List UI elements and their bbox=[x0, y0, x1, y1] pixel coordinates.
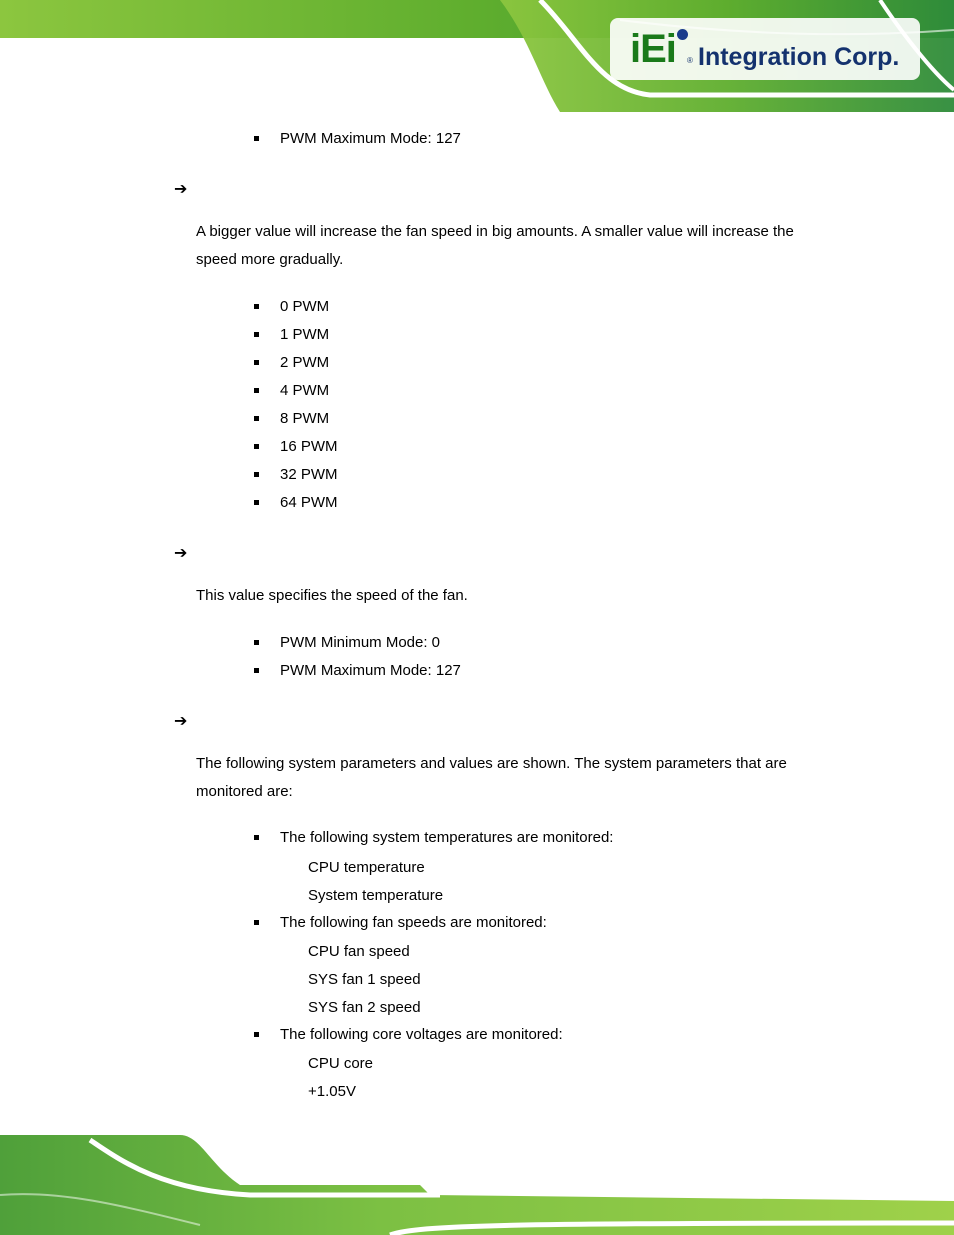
section2-paragraph: This value specifies the speed of the fan. bbox=[196, 587, 468, 604]
bullet-icon bbox=[254, 388, 259, 393]
sub-item: CPU temperature bbox=[308, 859, 425, 876]
bullet-icon bbox=[254, 1032, 259, 1037]
list-item: 2 PWM bbox=[280, 354, 330, 371]
logo-mark: iEi bbox=[630, 27, 676, 71]
arrow-icon: ➔ bbox=[174, 713, 188, 730]
list-item: The following system temperatures are monitored: bbox=[280, 829, 614, 846]
bullet-icon bbox=[254, 500, 259, 505]
section1-paragraph: A bigger value will increase the fan speed in big amounts. A smaller value will increase the speed more gradually. bbox=[196, 223, 794, 268]
bullet-icon bbox=[254, 444, 259, 449]
arrow-icon: ➔ bbox=[174, 181, 188, 198]
logo-dot-icon bbox=[677, 29, 688, 40]
bullet-icon bbox=[254, 360, 259, 365]
list-item: PWM Maximum Mode: 127 bbox=[280, 662, 461, 679]
bullet-icon bbox=[254, 668, 259, 673]
list-item: 0 PWM bbox=[280, 298, 330, 315]
section3-paragraph: The following system parameters and values are shown. The system parameters that are monitored are: bbox=[196, 755, 787, 800]
list-item: 4 PWM bbox=[280, 382, 330, 399]
list-item: 8 PWM bbox=[280, 410, 330, 427]
list-item: PWM Minimum Mode: 0 bbox=[280, 634, 441, 651]
list-item: 1 PWM bbox=[280, 326, 330, 343]
sub-item: SYS fan 1 speed bbox=[308, 971, 421, 988]
list-item: 32 PWM bbox=[280, 466, 338, 483]
logo-text: Integration Corp. bbox=[698, 43, 900, 71]
bullet-icon bbox=[254, 416, 259, 421]
list-item: The following core voltages are monitored: bbox=[280, 1026, 563, 1043]
sub-item: System temperature bbox=[308, 887, 444, 904]
bullet-icon bbox=[254, 332, 259, 337]
bullet-icon bbox=[254, 640, 259, 645]
arrow-icon: ➔ bbox=[174, 545, 188, 562]
list-item: 16 PWM bbox=[280, 438, 338, 455]
list-item: 64 PWM bbox=[280, 494, 338, 511]
logo-registered: ® bbox=[687, 56, 693, 65]
footer-banner bbox=[0, 1135, 954, 1235]
bullet-icon bbox=[254, 920, 259, 925]
bullet-icon bbox=[254, 136, 259, 141]
sub-item: CPU fan speed bbox=[308, 943, 410, 960]
sub-item: SYS fan 2 speed bbox=[308, 999, 421, 1016]
sub-item: +1.05V bbox=[308, 1083, 356, 1100]
bullet-icon bbox=[254, 472, 259, 477]
list-item: PWM Maximum Mode: 127 bbox=[280, 130, 461, 147]
list-item: The following fan speeds are monitored: bbox=[280, 914, 547, 931]
bullet-icon bbox=[254, 835, 259, 840]
bullet-icon bbox=[254, 304, 259, 309]
sub-item: CPU core bbox=[308, 1055, 374, 1072]
